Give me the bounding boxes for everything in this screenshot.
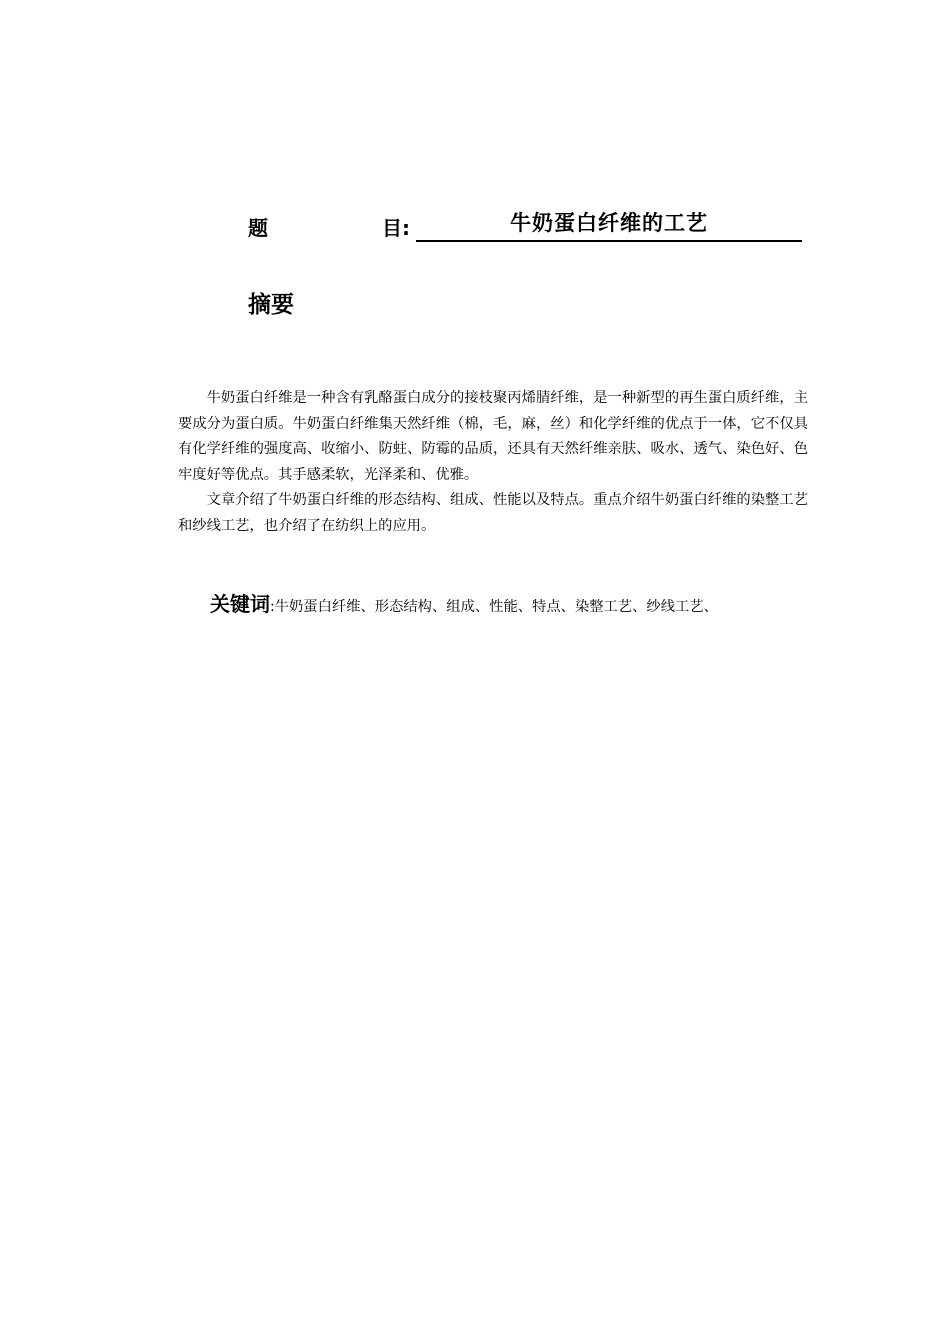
title-label-second-char: 目: [382,216,410,240]
keywords-text: 牛奶蛋白纤维、形态结构、组成、性能、特点、染整工艺、纱线工艺、 [274,599,718,615]
abstract-body [178,386,808,539]
keywords-label: 关键词 [210,592,270,616]
abstract-heading: 摘要 [248,292,294,318]
keywords-row [210,588,830,617]
title-value: 牛奶蛋白纤维的工艺 [416,208,802,242]
title-label-first-char: 题 [248,216,268,240]
keywords-colon: : [270,599,275,615]
abstract-paragraph-1: 牛奶蛋白纤维是一种含有乳酪蛋白成分的接枝聚丙烯腈纤维，是一种新型的再生蛋白质纤维，主要成分为蛋白质。牛奶蛋白纤维集天然纤维（棉，毛，麻，丝）和化学纤维的优点于一体，它不仅具有化学纤维的强度高、收缩小、防蛀、防霉的品质，还具有天然纤维亲肤、吸水、透气、染色好、色牢度好等优点。其手感柔软，光泽柔和、优雅。 [178,390,808,483]
title-row [248,208,808,244]
abstract-paragraph-2: 文章介绍了牛奶蛋白纤维的形态结构、组成、性能以及特点。重点介绍牛奶蛋白纤维的染整工艺和纱线工艺，也介绍了在纺织上的应用。 [178,492,808,534]
